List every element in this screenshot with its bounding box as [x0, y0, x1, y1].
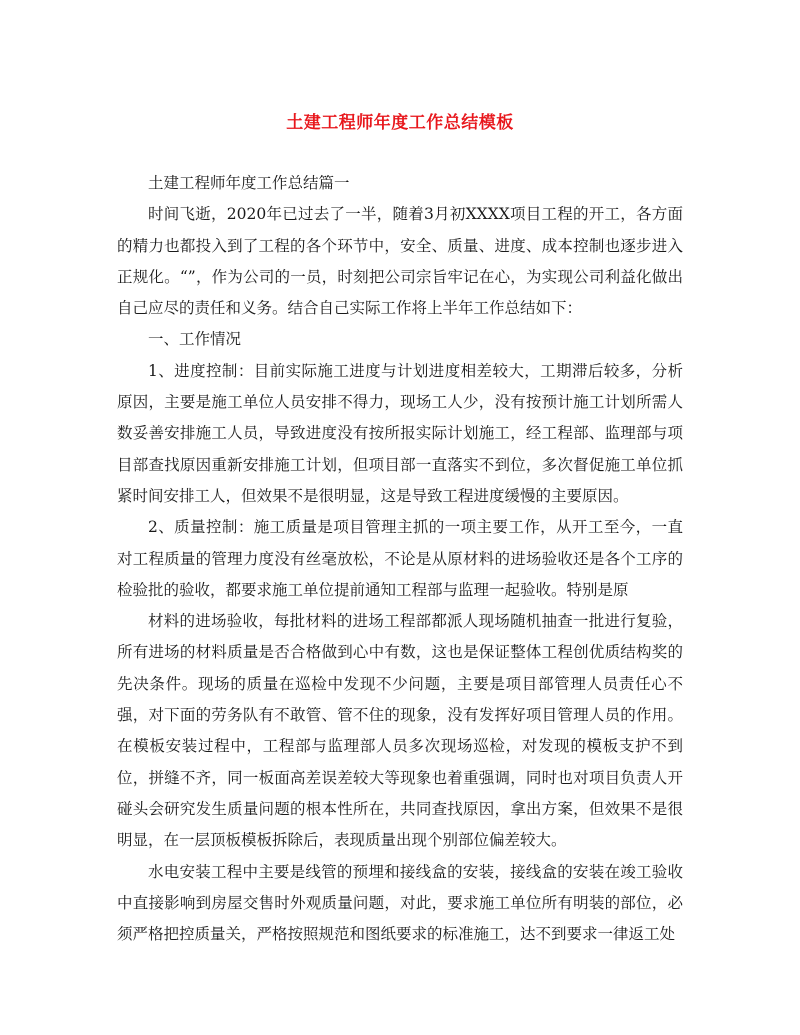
paragraph: 1、进度控制：目前实际施工进度与计划进度相差较大，工期滞后较多，分析原因，主要是施工单位人员安排不得力，现场工人少，没有按预计施工计划所需人数妥善安排施工人员，导致进度没有按所报实际计划施工，经工程部、监理部与项目部查找原因重新安排施工计划，但项目部一直落实不到位，多次督促施工单位抓紧时间安排工人，但效果不是很明显，这是导致工程进度缓慢的主要原因。 — [117, 361, 683, 505]
document-body — [117, 168, 683, 950]
section-heading: 土建工程师年度工作总结篇一 — [148, 174, 350, 192]
paragraph: 水电安装工程中主要是线管的预埋和接线盒的安装，接线盒的安装在竣工验收中直接影响到房屋交售时外观质量问题，对此，要求施工单位所有明装的部位，必须严格把控质量关，严格按照规范和图纸要求的标准施工，达不到要求一律返工处 — [117, 862, 683, 944]
paragraph: 2、质量控制：施工质量是项目管理主抓的一项主要工作，从开工至今，一直对工程质量的管理力度没有丝毫放松，不论是从原材料的进场验收还是各个工序的检验批的验收，都要求施工单位提前通知工程部与监理一起验收。特别是原 — [117, 518, 683, 599]
paragraph: 时间飞逝，2020年已过去了一半，随着3月初XXXX项目工程的开工，各方面的精力也都投入到了工程的各个环节中，安全、质量、进度、成本控制也逐步进入正规化。“”，作为公司的一员，时刻把公司宗旨牢记在心，为实现公司利益化做出自己应尽的责任和义务。结合自己实际工作将上半年工作总结如下： — [117, 205, 683, 318]
paragraph: 材料的进场验收，每批材料的进场工程部都派人现场随机抽查一批进行复验，所有进场的材料质量是否合格做到心中有数，这也是保证整体工程创优质结构奖的先决条件。现场的质量在巡检中发现不少问题，主要是项目部管理人员责任心不强，对下面的劳务队有不敢管、管不住的现象，没有发挥好项目管理人员的作用。在模板安装过程中，工程部与监理部人员多次现场巡检，对发现的模板支护不到位，拼缝不齐，同一板面高差误差较大等现象也着重强调，同时也对项目负责人开碰头会研究发生质量问题的根本性所在，共同查找原因，拿出方案，但效果不是很明显，在一层顶板模板拆除后，表现质量出现个别部位偏差较大。 — [117, 612, 683, 850]
subsection-heading: 一、工作情况 — [148, 330, 242, 349]
document-title: 土建工程师年度工作总结模板 — [286, 113, 514, 133]
